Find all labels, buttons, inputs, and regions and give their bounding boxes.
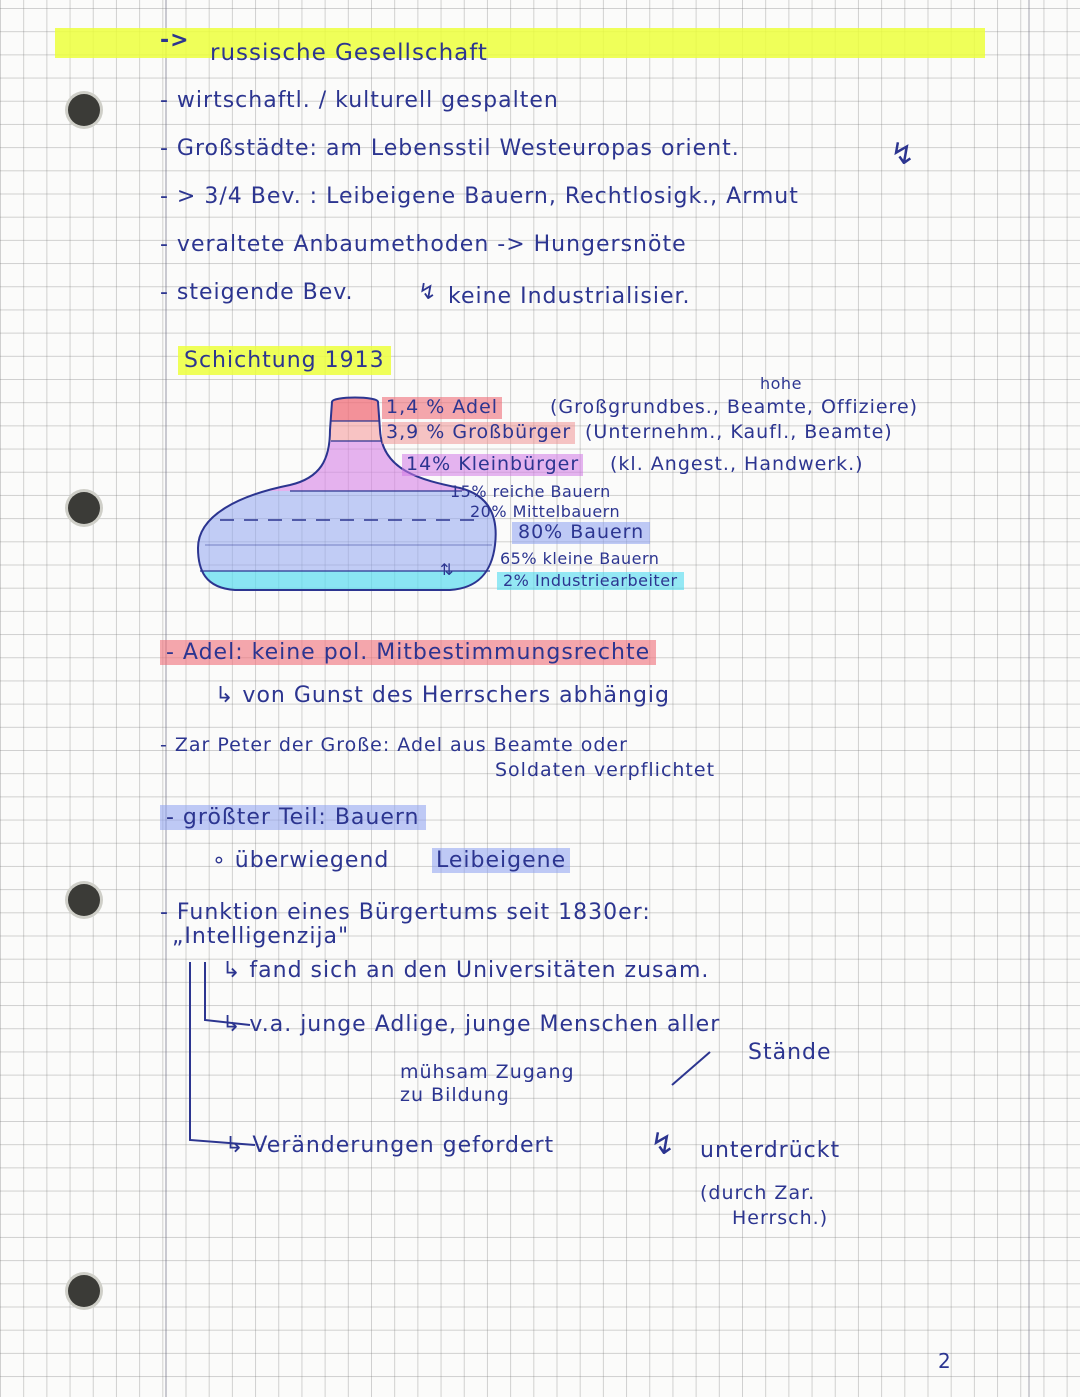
strat-kleinbuerger: 14% Kleinbürger bbox=[402, 454, 583, 476]
strat-industriearbeiter: 2% Industriearbeiter bbox=[497, 572, 684, 590]
intelligentsia-changes: ↳ Veränderungen gefordert bbox=[225, 1133, 555, 1158]
intelligentsia-term: „Intelligenzija" bbox=[172, 924, 350, 949]
intro-item: - veraltete Anbaumethoden -> Hungersnöte bbox=[160, 232, 687, 257]
peasants-serfs-label: ∘ überwiegend bbox=[212, 848, 390, 873]
strat-hohe: hohe bbox=[760, 374, 802, 393]
strat-kleinbuerger-note: (kl. Angest., Handwerk.) bbox=[610, 453, 864, 475]
heading-arrow: -> bbox=[160, 28, 190, 53]
intelligentsia-suppressed: unterdrückt bbox=[700, 1138, 841, 1163]
contradiction-icon: ↯ bbox=[890, 137, 917, 172]
strat-adel-note: (Großgrundbes., Beamte, Offiziere) bbox=[550, 396, 919, 418]
contradiction-icon: ↯ bbox=[418, 280, 438, 305]
strat-reiche-bauern: 15% reiche Bauern bbox=[450, 482, 611, 501]
strat-grossbuerger-note: (Unternehm., Kaufl., Beamte) bbox=[585, 421, 893, 443]
peasants-serfs: Leibeigene bbox=[432, 848, 570, 873]
intelligentsia-universities: ↳ fand sich an den Universitäten zusam. bbox=[222, 958, 710, 983]
stratification-title: Schichtung 1913 bbox=[178, 346, 391, 375]
intelligentsia-access: mühsam Zugang bbox=[400, 1061, 575, 1083]
nobility-peter-cont: Soldaten verpflichtet bbox=[495, 759, 716, 781]
intelligentsia-young: ↳ v.a. junge Adlige, junge Menschen aller bbox=[222, 1012, 721, 1037]
intro-industrial: keine Industrialisier. bbox=[448, 284, 691, 309]
intro-item: - wirtschaftl. / kulturell gespalten bbox=[160, 88, 559, 113]
intro-item: - steigende Bev. bbox=[160, 280, 354, 305]
page-number: 2 bbox=[938, 1349, 952, 1373]
strat-bauern: 80% Bauern bbox=[512, 522, 650, 544]
intelligentsia-education: zu Bildung bbox=[400, 1084, 510, 1106]
intelligentsia-line: - Funktion eines Bürgertums seit 1830er: bbox=[160, 900, 651, 925]
double-arrow-icon: ⇅ bbox=[440, 560, 454, 579]
strat-grossbuerger: 3,9 % Großbürger bbox=[382, 422, 575, 444]
nobility-peter: - Zar Peter der Große: Adel aus Beamte oder bbox=[160, 734, 628, 756]
nobility-dependency: ↳ von Gunst des Herrschers abhängig bbox=[215, 683, 670, 708]
intro-item: - Großstädte: am Lebensstil Westeuropas orient. bbox=[160, 136, 740, 161]
peasants-line: - größter Teil: Bauern bbox=[160, 805, 426, 830]
intelligentsia-rule: Herrsch.) bbox=[732, 1207, 829, 1229]
contradiction-icon: ↯ bbox=[650, 1127, 677, 1162]
heading-title: russische Gesellschaft bbox=[210, 40, 488, 66]
nobility-line: - Adel: keine pol. Mitbestimmungsrechte bbox=[160, 640, 656, 665]
strat-adel: 1,4 % Adel bbox=[382, 397, 502, 419]
intelligentsia-estates: Stände bbox=[748, 1040, 832, 1065]
intro-item: - > 3/4 Bev. : Leibeigene Bauern, Rechtlosigk., Armut bbox=[160, 184, 799, 209]
strat-mittelbauern: 20% Mittelbauern bbox=[470, 502, 621, 521]
intelligentsia-by-tsar: (durch Zar. bbox=[700, 1182, 816, 1204]
strat-kleine-bauern: 65% kleine Bauern bbox=[500, 549, 660, 568]
